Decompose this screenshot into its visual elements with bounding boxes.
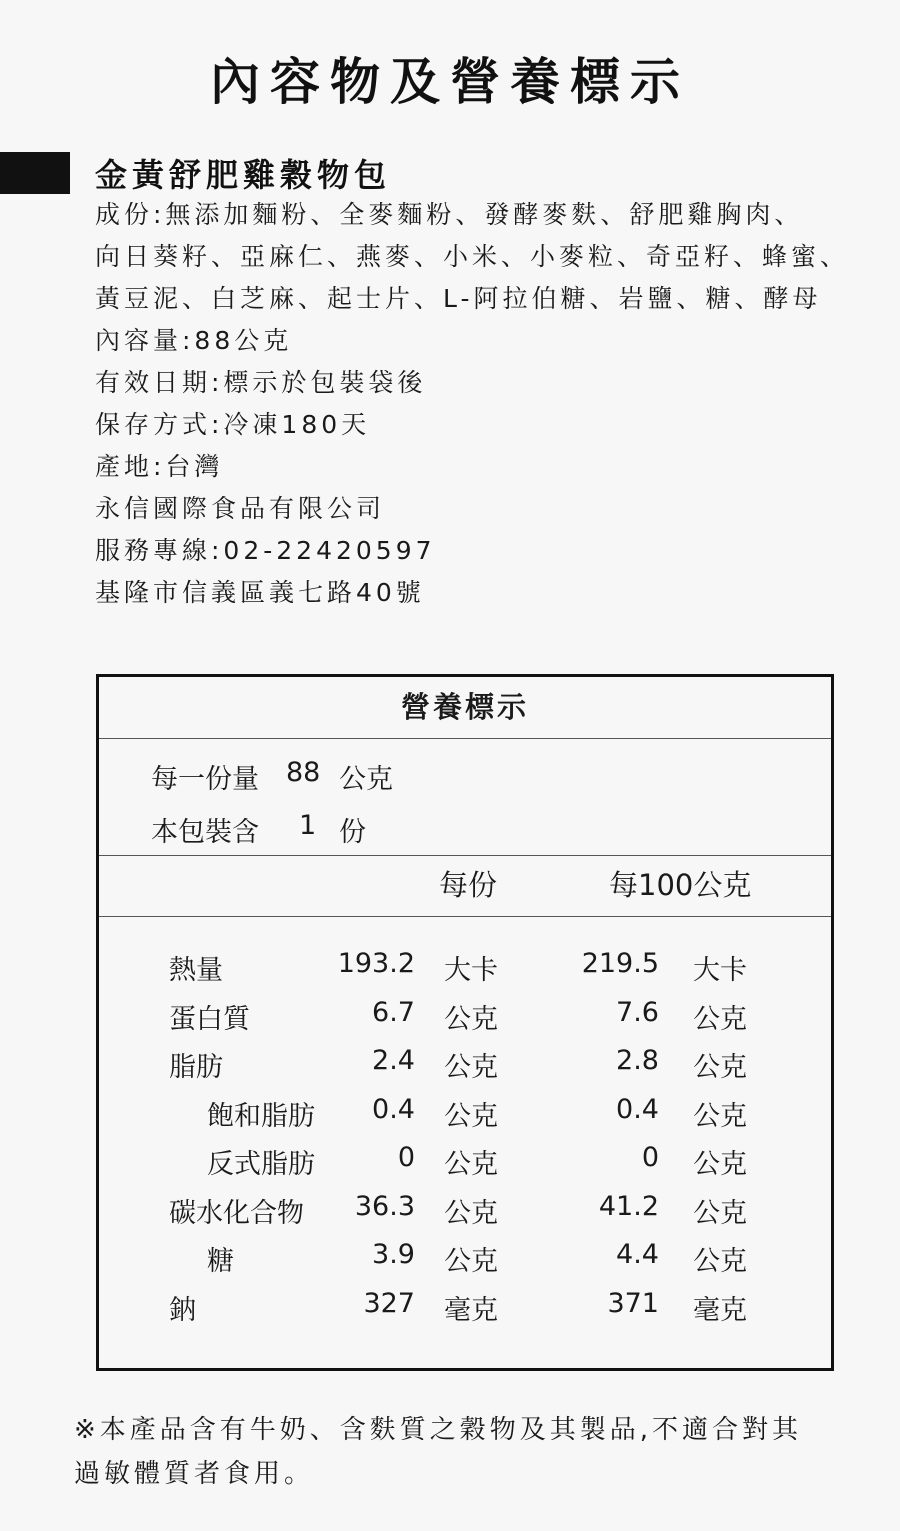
per-serving-value: 6.7 bbox=[372, 996, 415, 1028]
expiry-date: 有效日期:標示於包裝袋後 bbox=[95, 368, 427, 397]
allergen-note-line-2: 過敏體質者食用。 bbox=[74, 1459, 315, 1489]
allergen-note bbox=[74, 1408, 874, 1496]
per-serving-unit: 公克 bbox=[444, 1246, 498, 1277]
ingredients-line-3: 黃豆泥、白芝麻、起士片、L-阿拉伯糖、岩鹽、糖、酵母 bbox=[95, 284, 822, 313]
per-100g-value: 0.4 bbox=[616, 1093, 659, 1125]
per-100g-unit: 公克 bbox=[693, 1052, 747, 1083]
nutrient-row bbox=[99, 1045, 831, 1093]
product-name: 金黃舒肥雞穀物包 bbox=[95, 156, 392, 194]
per-serving-value: 193.2 bbox=[337, 948, 415, 979]
section-marker-bar bbox=[0, 152, 70, 194]
per-serving-value: 0.4 bbox=[372, 1093, 415, 1125]
nutrient-name: 反式脂肪 bbox=[207, 1149, 315, 1180]
serving-value: 88 bbox=[286, 757, 321, 788]
nutrient-row bbox=[99, 1142, 831, 1190]
per-100g-unit: 大卡 bbox=[693, 955, 747, 986]
per-serving-value: 3.9 bbox=[372, 1239, 415, 1270]
service-hotline: 服務專線:02-22420597 bbox=[95, 536, 436, 565]
nutrient-row bbox=[99, 1094, 831, 1142]
nutrient-name: 蛋白質 bbox=[169, 1003, 250, 1035]
per-100g-unit: 毫克 bbox=[693, 1294, 747, 1326]
nutrient-name: 糖 bbox=[207, 1246, 234, 1277]
nutrient-row bbox=[99, 1288, 831, 1336]
nutrition-title: 營養標示 bbox=[400, 690, 529, 724]
nutrient-row bbox=[99, 1239, 831, 1287]
servings-unit: 份 bbox=[339, 817, 366, 848]
per-100g-value: 7.6 bbox=[616, 996, 659, 1028]
per-100g-unit: 公克 bbox=[693, 1149, 747, 1180]
nutrient-name: 熱量 bbox=[169, 955, 223, 986]
per-serving-unit: 公克 bbox=[444, 1003, 498, 1035]
ingredients-line-2: 向日葵籽、亞麻仁、燕麥、小米、小麥粒、奇亞籽、蜂蜜、 bbox=[95, 242, 850, 271]
serving-label: 每一份量 bbox=[151, 764, 259, 795]
divider bbox=[99, 916, 831, 917]
content-amount: 內容量:88公克 bbox=[95, 326, 293, 355]
per-serving-unit: 公克 bbox=[444, 1100, 498, 1132]
origin: 產地:台灣 bbox=[95, 452, 224, 481]
nutrient-name: 鈉 bbox=[169, 1294, 196, 1326]
nutrient-name: 飽和脂肪 bbox=[207, 1100, 315, 1132]
nutrition-facts-panel bbox=[96, 674, 834, 1371]
per-100g-unit: 公克 bbox=[693, 1100, 747, 1132]
per-100g-value: 371 bbox=[607, 1287, 659, 1319]
column-header-per-100g: 每100公克 bbox=[609, 868, 752, 902]
per-100g-unit: 公克 bbox=[693, 1246, 747, 1277]
servings-label: 本包裝含 bbox=[151, 817, 259, 848]
company-name: 永信國際食品有限公司 bbox=[95, 494, 386, 523]
per-serving-unit: 公克 bbox=[444, 1052, 498, 1083]
nutrient-name: 碳水化合物 bbox=[169, 1197, 304, 1229]
per-serving-value: 0 bbox=[397, 1142, 415, 1173]
column-header-per-serving: 每份 bbox=[439, 868, 498, 902]
product-info bbox=[95, 194, 885, 614]
per-100g-value: 0 bbox=[641, 1142, 659, 1173]
per-100g-value: 219.5 bbox=[581, 948, 659, 979]
nutrient-row bbox=[99, 1191, 831, 1239]
per-100g-value: 4.4 bbox=[616, 1239, 659, 1270]
ingredients-line-1: 成份:無添加麵粉、全麥麵粉、發酵麥麩、舒肥雞胸肉、 bbox=[95, 200, 804, 229]
nutrient-name: 脂肪 bbox=[169, 1052, 223, 1083]
per-serving-unit: 公克 bbox=[444, 1197, 498, 1229]
nutrient-row bbox=[99, 997, 831, 1045]
per-100g-unit: 公克 bbox=[693, 1003, 747, 1035]
divider bbox=[99, 855, 831, 856]
page-title: 內容物及營養標示 bbox=[210, 53, 690, 111]
per-serving-unit: 毫克 bbox=[444, 1294, 498, 1326]
servings-value: 1 bbox=[299, 810, 317, 841]
per-serving-value: 327 bbox=[363, 1287, 415, 1319]
divider bbox=[99, 738, 831, 739]
nutrient-row bbox=[99, 948, 831, 996]
per-100g-value: 41.2 bbox=[598, 1190, 659, 1222]
per-serving-value: 36.3 bbox=[354, 1190, 415, 1222]
per-serving-unit: 公克 bbox=[444, 1149, 498, 1180]
serving-unit: 公克 bbox=[339, 764, 393, 795]
per-serving-value: 2.4 bbox=[372, 1045, 415, 1076]
per-100g-unit: 公克 bbox=[693, 1197, 747, 1229]
per-serving-unit: 大卡 bbox=[444, 955, 498, 986]
storage-method: 保存方式:冷凍180天 bbox=[95, 410, 371, 439]
company-address: 基隆市信義區義七路40號 bbox=[95, 578, 425, 607]
per-100g-value: 2.8 bbox=[616, 1045, 659, 1076]
allergen-note-line-1: ※本產品含有牛奶、含麩質之穀物及其製品,不適合對其 bbox=[74, 1415, 803, 1445]
